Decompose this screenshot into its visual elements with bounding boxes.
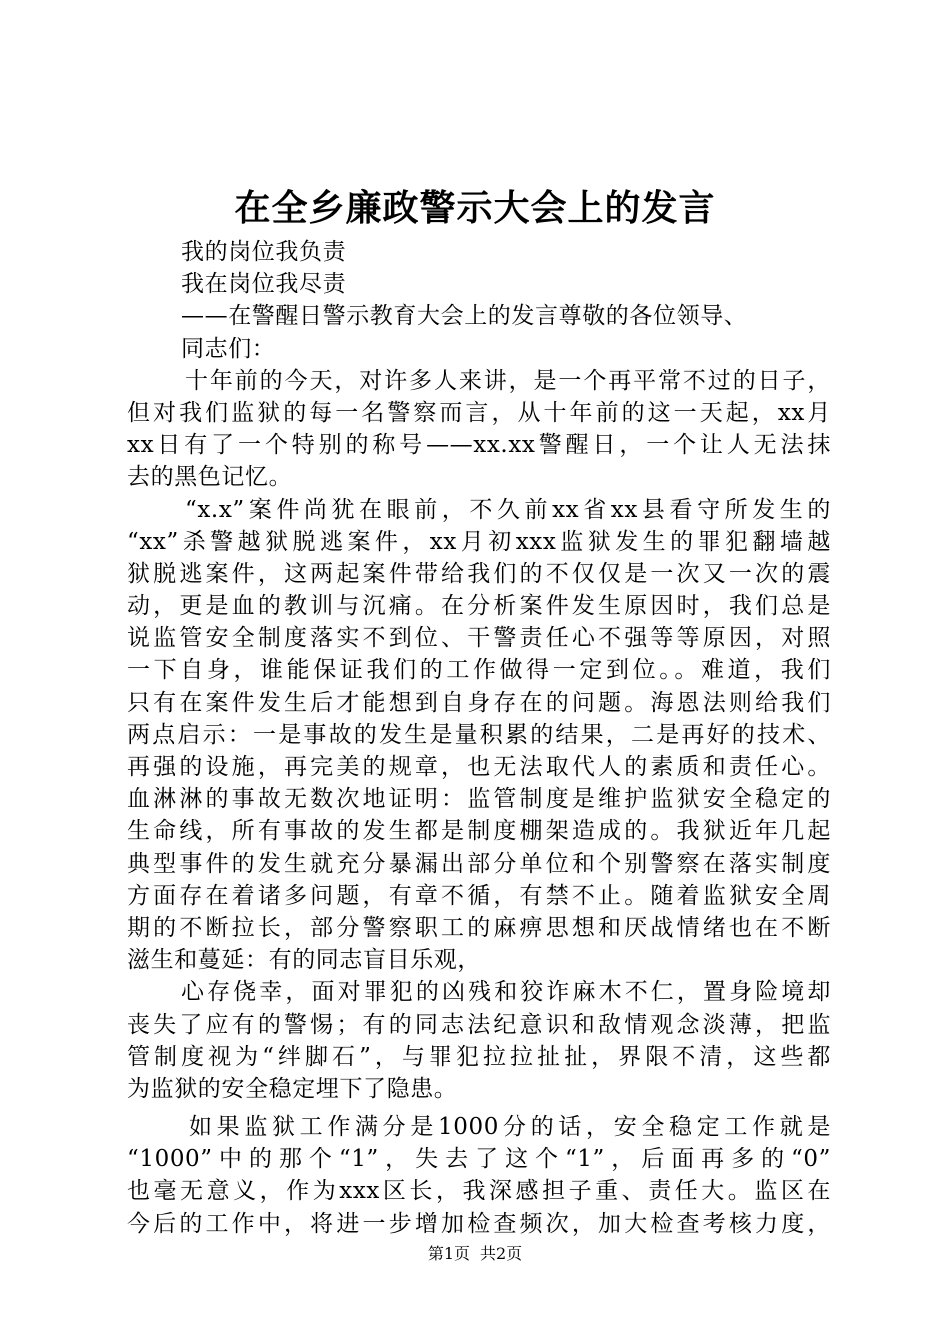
- paragraph-line: 两点启示：一是事故的发生是量积累的结果，二是再好的技术、: [127, 721, 831, 748]
- paragraph-line: 动，更是血的教训与沉痛。在分析案件发生原因时，我们总是: [127, 593, 831, 620]
- paragraph-line: 如果监狱工作满分是1000分的话，安全稳定工作就是: [189, 1114, 831, 1141]
- paragraph-4: [127, 1111, 831, 1240]
- paragraph-line: 一下自身，谁能保证我们的工作做得一定到位。。难道，我们: [127, 657, 831, 684]
- document-body: [127, 236, 831, 1240]
- paragraph-line: 今后的工作中，将进一步增加检查频次，加大检查考核力度，: [127, 1210, 831, 1237]
- paragraph-3: [127, 976, 831, 1105]
- paragraph-line: “x.x”案件尚犹在眼前，不久前xx省xx县看守所发生的: [185, 496, 831, 523]
- paragraph-line: 也毫无意义，作为xxx区长，我深感担子重、责任大。监区在: [127, 1178, 831, 1205]
- opening-line: ——在警醒日警示教育大会上的发言尊敬的各位领导、: [181, 303, 748, 330]
- page-number: 第1页: [427, 1244, 470, 1263]
- paragraph-line: “xx”杀警越狱脱逃案件，xx月初xxx监狱发生的罪犯翻墙越: [127, 528, 831, 555]
- paragraph-line: 血淋淋的事故无数次地证明：监管制度是维护监狱安全稳定的: [127, 786, 831, 813]
- paragraph-line: 为监狱的安全稳定埋下了隐患。: [127, 1075, 458, 1102]
- paragraph-line: 说监管安全制度落实不到位、干警责任心不强等等原因，对照: [127, 625, 831, 652]
- paragraph-line: 但对我们监狱的每一名警察而言，从十年前的这一天起，xx月: [127, 399, 831, 426]
- paragraph-2: [127, 494, 831, 977]
- page-footer: [0, 1244, 950, 1264]
- salutation: 同志们：: [181, 335, 276, 362]
- opening-block: [127, 236, 831, 365]
- paragraph-line: 管制度视为“绊脚石”，与罪犯拉拉扯扯，界限不清，这些都: [127, 1043, 831, 1070]
- paragraph-line: 只有在案件发生后才能想到自身存在的问题。海恩法则给我们: [127, 689, 831, 716]
- paragraph-line: 典型事件的发生就充分暴漏出部分单位和个别警察在落实制度: [127, 850, 831, 877]
- opening-line: 我的岗位我负责: [181, 239, 347, 265]
- page-total: 共2页: [480, 1244, 523, 1263]
- paragraph-line: “1000”中的那个“1”，失去了这个“1”，后面再多的“0”: [127, 1146, 831, 1173]
- paragraph-1: [127, 365, 831, 494]
- paragraph-line: 生命线，所有事故的发生都是制度棚架造成的。我狱近年几起: [127, 818, 831, 845]
- paragraph-line: 狱脱逃案件，这两起案件带给我们的不仅仅是一次又一次的震: [127, 560, 831, 587]
- paragraph-line: 十年前的今天，对许多人来讲，是一个再平常不过的日子，: [185, 367, 831, 394]
- page-title: 在全乡廉政警示大会上的发言: [234, 187, 716, 229]
- paragraph-line: 去的黑色记忆。: [127, 464, 293, 491]
- opening-line: 我在岗位我尽责: [181, 271, 347, 298]
- paragraph-line: 再强的设施，再完美的规章，也无法取代人的素质和责任心。: [127, 754, 831, 780]
- paragraph-line: xx日有了一个特别的称号——xx.xx警醒日，一个让人无法抹: [127, 432, 831, 459]
- paragraph-line: 丧失了应有的警惕；有的同志法纪意识和敌情观念淡薄，把监: [127, 1011, 831, 1038]
- paragraph-line: 滋生和蔓延：有的同志盲目乐观，: [127, 947, 481, 974]
- paragraph-line: 方面存在着诸多问题，有章不循，有禁不止。随着监狱安全周: [127, 882, 831, 909]
- paragraph-line: 期的不断拉长，部分警察职工的麻痹思想和厌战情绪也在不断: [127, 914, 831, 941]
- paragraph-line: 心存侥幸，面对罪犯的凶残和狡诈麻木不仁，置身险境却: [181, 979, 831, 1006]
